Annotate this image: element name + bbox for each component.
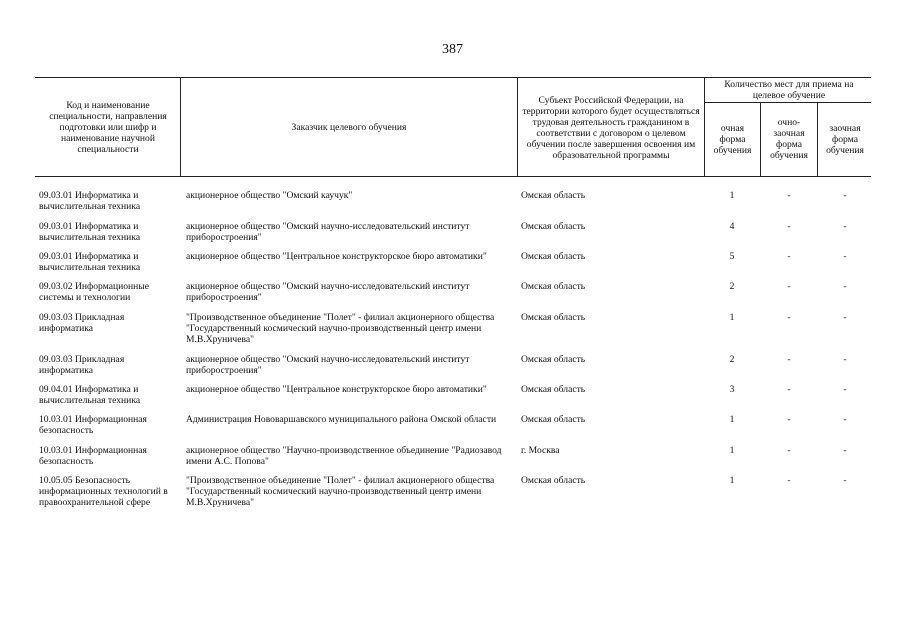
- mixed-count: -: [787, 475, 791, 486]
- fulltime-count: 1: [729, 445, 735, 456]
- fulltime-count: 2: [729, 354, 735, 365]
- fulltime-count: 4: [729, 221, 735, 232]
- distance-count: -: [843, 475, 847, 486]
- region: Омская область: [521, 251, 586, 262]
- col-divider-5: [817, 102, 818, 177]
- header-customer: Заказчик целевого обучения: [291, 121, 407, 133]
- col-divider-4: [760, 102, 761, 177]
- specialty-code: 10.03.01 Информационная безопасность: [39, 445, 147, 467]
- region: Омская область: [521, 475, 586, 486]
- specialty-code: 09.03.01 Информатика и вычислительная техника: [39, 221, 141, 243]
- specialty-code: 09.03.01 Информатика и вычислительная техника: [39, 251, 141, 273]
- distance-count: -: [843, 221, 847, 232]
- mixed-count: -: [787, 354, 791, 365]
- page-number: 387: [442, 42, 463, 57]
- specialty-code: 09.03.03 Прикладная информатика: [39, 312, 125, 334]
- distance-count: -: [843, 312, 847, 323]
- region: Омская область: [521, 281, 586, 292]
- distance-count: -: [843, 251, 847, 262]
- customer: акционерное общество "Омский научно-исследовательский институт приборостроения": [186, 281, 470, 303]
- header-mixed: очно-заочная форма обучения: [770, 117, 808, 161]
- region: Омская область: [521, 221, 586, 232]
- distance-count: -: [843, 384, 847, 395]
- specialty-code: 09.03.01 Информатика и вычислительная техника: [39, 190, 141, 212]
- header-bottom-rule: [35, 176, 871, 177]
- specialty-code: 09.03.03 Прикладная информатика: [39, 354, 125, 376]
- header-code: Код и наименование специальности, направления подготовки или шифр и наименование научной специальности: [49, 99, 167, 155]
- customer: акционерное общество "Центральное конструкторское бюро автоматики": [186, 384, 487, 395]
- region: Омская область: [521, 354, 586, 365]
- customer: акционерное общество "Омский каучук": [186, 190, 353, 201]
- places-subheader-rule: [704, 102, 871, 103]
- fulltime-count: 1: [729, 190, 735, 201]
- fulltime-count: 3: [729, 384, 735, 395]
- fulltime-count: 1: [729, 312, 735, 323]
- customer: акционерное общество "Омский научно-исследовательский институт приборостроения": [186, 354, 470, 376]
- distance-count: -: [843, 445, 847, 456]
- fulltime-count: 5: [729, 251, 735, 262]
- region: г. Москва: [521, 445, 560, 456]
- customer: "Производственное объединение "Полет" - филиал акционерного общества "Государственный космический научно-производственный центр имени М.В.Хруничева": [186, 475, 495, 508]
- customer: акционерное общество "Центральное конструкторское бюро автоматики": [186, 251, 487, 262]
- header-region: Субъект Российской Федерации, на территории которого будет осуществляться трудовая деятельность гражданином в соответствии с договором о целевом обучении после завершения освоения им образовательной программы: [522, 94, 700, 161]
- distance-count: -: [843, 281, 847, 292]
- header-distance: заочная форма обучения: [826, 122, 864, 156]
- mixed-count: -: [787, 445, 791, 456]
- fulltime-count: 1: [729, 475, 735, 486]
- fulltime-count: 2: [729, 281, 735, 292]
- specialty-code: 10.03.01 Информационная безопасность: [39, 414, 147, 436]
- col-divider-3: [704, 77, 705, 177]
- customer: акционерное общество "Омский научно-исследовательский институт приборостроения": [186, 221, 470, 243]
- distance-count: -: [843, 354, 847, 365]
- col-divider-1: [180, 77, 181, 177]
- header-fulltime: очная форма обучения: [713, 122, 752, 156]
- region: Омская область: [521, 312, 586, 323]
- distance-count: -: [843, 190, 847, 201]
- specialty-code: 10.05.05 Безопасность информационных технологий в правоохранительной сфере: [39, 475, 168, 508]
- specialty-code: 09.04.01 Информатика и вычислительная техника: [39, 384, 141, 406]
- mixed-count: -: [787, 414, 791, 425]
- distance-count: -: [843, 414, 847, 425]
- mixed-count: -: [787, 190, 791, 201]
- mixed-count: -: [787, 312, 791, 323]
- region: Омская область: [521, 384, 586, 395]
- header-places: Количество мест для приема на целевое обучение: [724, 79, 854, 101]
- region: Омская область: [521, 190, 586, 201]
- customer: акционерное общество "Научно-производственное объединение "Радиозавод имени А.С. Попова": [186, 445, 502, 467]
- mixed-count: -: [787, 221, 791, 232]
- customer: "Производственное объединение "Полет" - филиал акционерного общества "Государственный космический научно-производственный центр имени М.В.Хруничева": [186, 312, 495, 345]
- mixed-count: -: [787, 251, 791, 262]
- fulltime-count: 1: [729, 414, 735, 425]
- region: Омская область: [521, 414, 586, 425]
- mixed-count: -: [787, 384, 791, 395]
- header-top-rule: [35, 77, 871, 78]
- col-divider-2: [517, 77, 518, 177]
- customer: Администрация Нововаршавского муниципального района Омской области: [186, 414, 497, 425]
- mixed-count: -: [787, 281, 791, 292]
- specialty-code: 09.03.02 Информационные системы и технологии: [39, 281, 150, 303]
